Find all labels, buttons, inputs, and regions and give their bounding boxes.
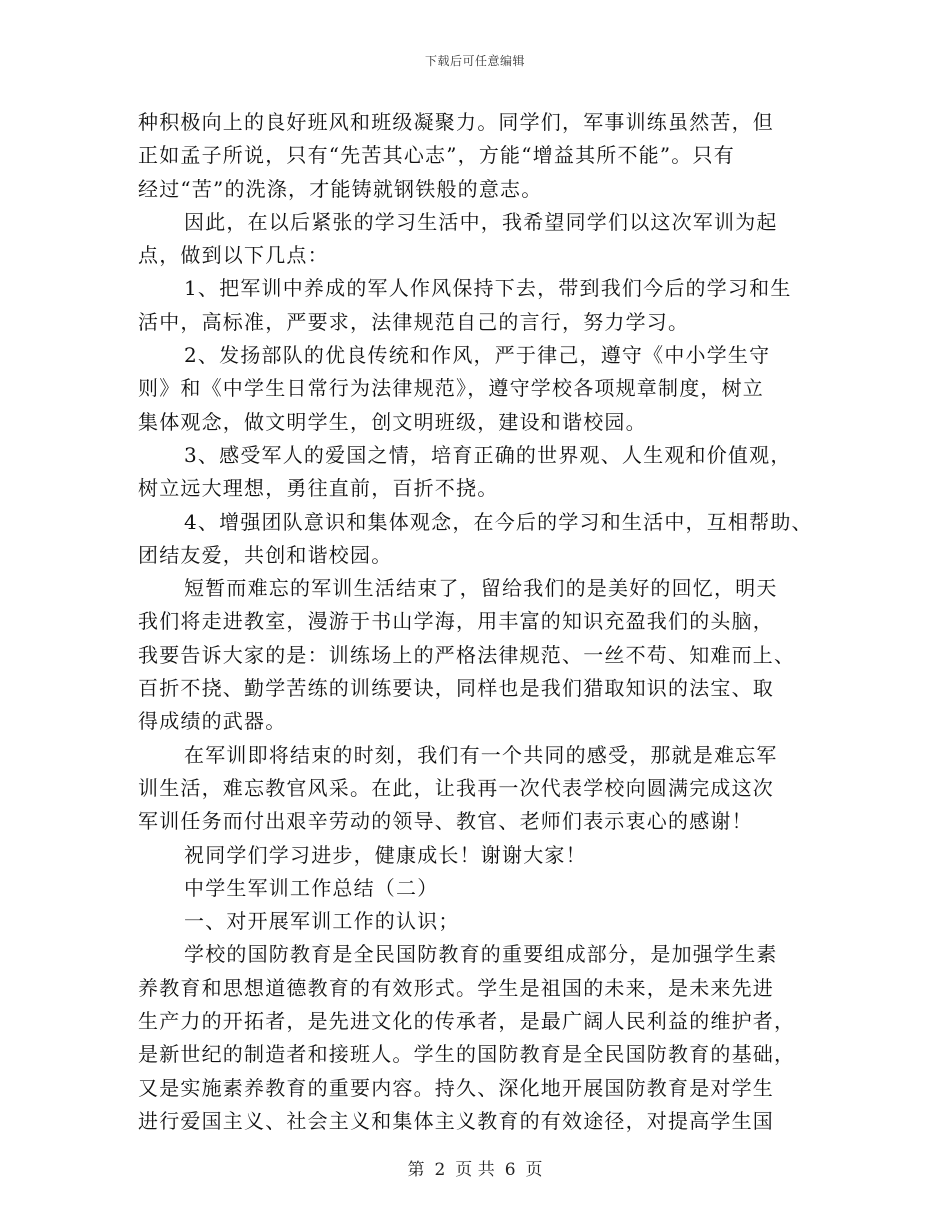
text-line: 则》和《中学生日常行为法律规范》，遵守学校各项规章制度，树立 xyxy=(138,376,764,401)
text-line: 树立远大理想，勇往直前，百折不挠。 xyxy=(138,476,499,501)
text-line: 4、增强团队意识和集体观念，在今后的学习和生活中，互相帮助、 xyxy=(184,509,813,534)
text-line: 3、感受军人的爱国之情，培育正确的世界观、人生观和价值观， xyxy=(184,442,792,467)
footer-label-of: 页 共 xyxy=(455,1160,495,1180)
text-line: 生产力的开拓者，是先进文化的传承者，是最广阔人民利益的维护者， xyxy=(138,1009,796,1034)
text-line: 短暂而难忘的军训生活结束了，留给我们的是美好的回忆，明天 xyxy=(184,576,778,601)
page-header: 下载后可任意编辑 xyxy=(424,54,525,68)
text-line: 1、把军训中养成的军人作风保持下去，带到我们今后的学习和生 xyxy=(184,276,792,301)
text-line: 点，做到以下几点： xyxy=(138,243,329,268)
body-text xyxy=(138,106,818,1138)
text-line: 集体观念，做文明学生，创文明班级，建设和谐校园。 xyxy=(138,409,647,434)
text-line: 进行爱国主义、社会主义和集体主义教育的有效途径，对提高学生国 xyxy=(138,1108,774,1133)
footer-current-page: 2 xyxy=(434,1160,446,1180)
footer-label-page: 第 xyxy=(407,1160,425,1180)
text-line: 军训任务而付出艰辛劳动的领导、教官、老师们表示衷心的感谢！ xyxy=(138,809,753,834)
text-line: 养教育和思想道德教育的有效形式。学生是祖国的未来，是未来先进 xyxy=(138,975,774,1000)
text-line: 百折不挠、勤学苦练的训练要诀，同样也是我们猎取知识的法宝、取 xyxy=(138,676,774,701)
text-line: 经过“苦”的洗涤，才能铸就钢铁般的意志。 xyxy=(138,176,543,201)
text-line: 我们将走进教室，漫游于书山学海，用丰富的知识充盈我们的头脑， xyxy=(138,609,774,634)
text-line: 又是实施素养教育的重要内容。持久、深化地开展国防教育是对学生 xyxy=(138,1075,774,1100)
text-line: 活中，高标准，严要求，法律规范自己的言行，努力学习。 xyxy=(138,309,690,334)
text-line: 是新世纪的制造者和接班人。学生的国防教育是全民国防教育的基础， xyxy=(138,1042,796,1067)
text-line: 我要告诉大家的是：训练场上的严格法律规范、一丝不苟、知难而上、 xyxy=(138,642,796,667)
text-line: 一、对开展军训工作的认识； xyxy=(184,909,460,934)
text-line: 种积极向上的良好班风和班级凝聚力。同学们，军事训练虽然苦，但 xyxy=(138,110,774,134)
text-line: 在军训即将结束的时刻，我们有一个共同的感受，那就是难忘军 xyxy=(184,742,778,767)
footer-total-pages: 6 xyxy=(504,1160,516,1180)
text-line: 团结友爱，共创和谐校园。 xyxy=(138,542,393,567)
text-line: 2、发扬部队的优良传统和作风，严于律己，遵守《中小学生守 xyxy=(184,343,771,368)
text-line: 得成绩的武器。 xyxy=(138,709,287,734)
page-footer xyxy=(0,1155,950,1180)
text-line: 学校的国防教育是全民国防教育的重要组成部分，是加强学生素 xyxy=(184,942,778,967)
footer-label-end: 页 xyxy=(525,1160,543,1180)
text-line: 中学生军训工作总结（二） xyxy=(184,875,439,900)
text-line: 训生活，难忘教官风采。在此，让我再一次代表学校向圆满完成这次 xyxy=(138,775,774,800)
text-line: 祝同学们学习进步，健康成长！谢谢大家！ xyxy=(184,842,587,867)
text-line: 正如孟子所说，只有“先苦其心志”，方能“增益其所不能”。只有 xyxy=(138,143,735,168)
text-line: 因此，在以后紧张的学习生活中，我希望同学们以这次军训为起 xyxy=(184,209,778,234)
